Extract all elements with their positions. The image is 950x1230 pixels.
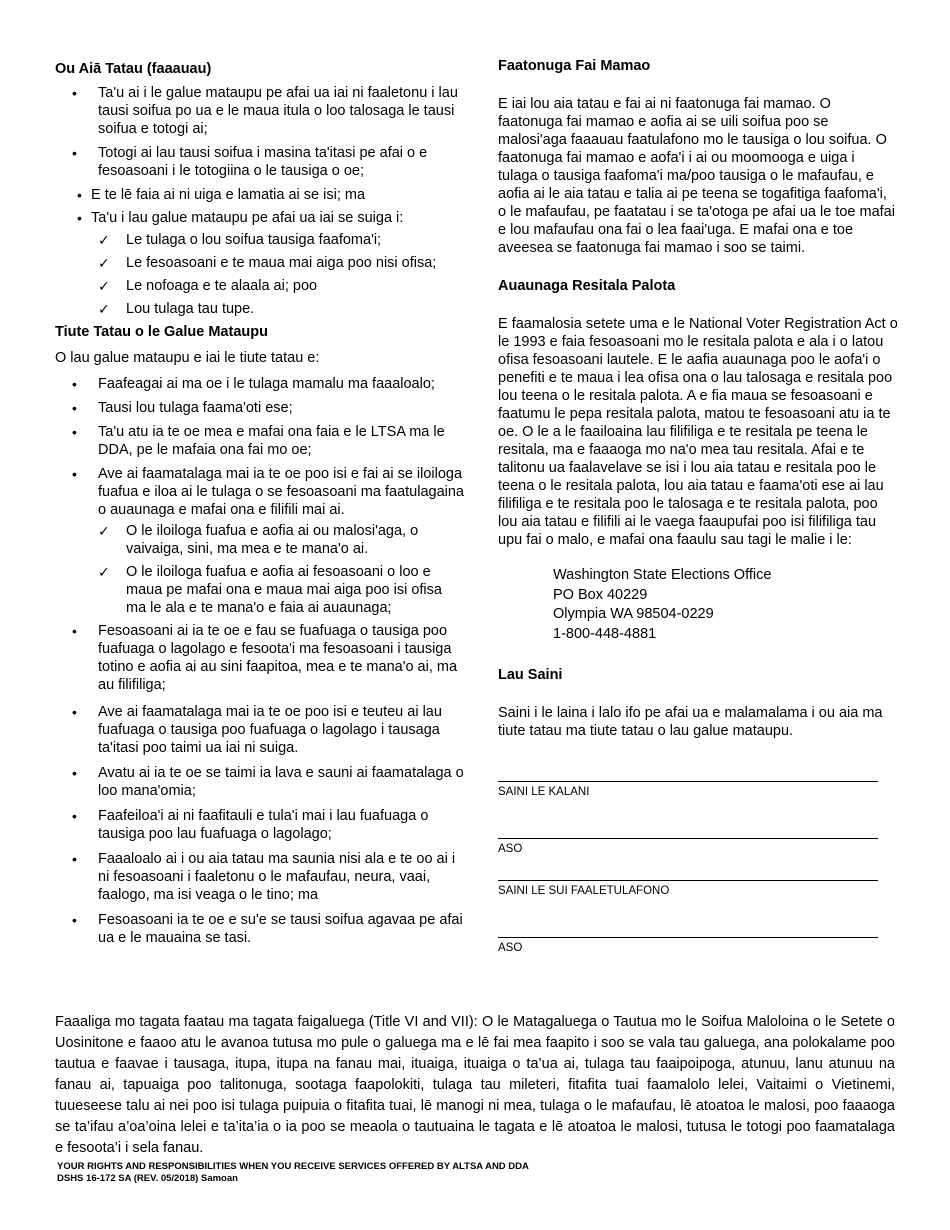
left-column: [55, 60, 465, 953]
form-number: DSHS 16-172 SA (REV. 05/2018) Samoan: [57, 1173, 238, 1184]
caseworker-signature-label: SAINI LE SUI FAALETULAFONO: [498, 885, 670, 897]
check-item: ✓ O le iloiloga fuafua e aofia ai ou malosi'aga, o vaivaiga, sini, ma mea e te mana'o ai.: [98, 522, 465, 558]
check-item: ✓ Le tulaga o lou soifua tausiga faafoma'i;: [98, 231, 465, 249]
list-item: • Avatu ai ia te oe se taimi ia lava e sauni ai faamatalaga o loo mana'omia;: [55, 764, 465, 800]
list-item: • Faafeiloa'i ai ni faafitauli e tula'i mai i lau fuafuaga o tausiga poo lau fuafuaga o lagolago;: [55, 807, 465, 843]
list-item: • Ave ai faamatalaga mai ia te oe poo isi e teuteu ai lau fuafuaga o tausiga poo fuafuaga o lagolago i tausaga ta'itasi poo taimi ua iai ni suiga.: [55, 703, 465, 757]
address-line: PO Box 40229: [553, 586, 648, 603]
voter-registration-heading: Auaunaga Resitala Palota: [498, 278, 676, 294]
voter-registration-body: E faamalosia setete uma e le National Voter Registration Act o le 1993 e faia fesoasoani mo le resitala palota e ala i o latou ofisa fesoasoani lautele. E le aafia auaunaga poo le aofa'i o penefiti e te maua i lea ofisa ona o lau talosaga e resitala poo lou teena o le resitala palota. A e fia maua se fesoasoani e faatumu le pepa resitala palota, matou te fesoasoani atu ia te oe. O le a le faailoaina lau filifiliga e te resitala pe teena le resitala, ma e faaaoga mo na'o mea tau resitala. Afai e te talitonu ua faalavelave se isi i lou aia tatau e resitala poo le teena o le resitala palota, lou aia tatau e faama'oti ese ai lau filifiliga e te resitala poo le talosaga e te resitala palota, poo lou aia tatau e filifili ai le vaega faaupufai poo isi filifiliga tau upu fai o malo, e mafai ona faaulu sau tagi le malie i le:: [498, 316, 898, 548]
responsibilities-intro: O lau galue mataupu e iai le tiute tatau e:: [55, 350, 320, 366]
check-item: ✓ Le fesoasoani e te maua mai aiga poo nisi ofisa;: [98, 254, 465, 272]
caseworker-signature-line[interactable]: [498, 879, 878, 881]
rights-list: [55, 84, 465, 180]
advance-directives-body: E iai lou aia tatau e fai ai ni faatonuga fai mamao. O faatonuga fai mamao e aofia ai se uili soifua poo se malosi'aga faaauau faatulafono mo le tausiga o lou soifua. O faatonuga fai mamao e aofa'i i ai ou moomooga e uiga i tulaga o tausiga faafoma'i ma/poo tausiga o le mafaufau, e aofia ai le aia tatau e talia ai pe teena se togafitiga faafoma'i, o le mafaufau, pe faatatau i se ta'otoga pe afai ua le toe mafai e lou mafaufau ona fai o lea faai'uga. E mafai ona e toe aveesea se faatonuga fai mamao i soo se taimi.: [498, 96, 895, 256]
form-title: YOUR RIGHTS AND RESPONSIBILITIES WHEN YOU RECEIVE SERVICES OFFERED BY ALTSA AND DDA: [57, 1161, 529, 1172]
form-footer: [57, 1161, 757, 1185]
client-signature-line[interactable]: [498, 780, 878, 782]
signature-instructions: Saini i le laina i lalo ifo pe afai ua e malamalama i ou aia ma tiute tatau ma tiute tatau o lau galue mataupu.: [498, 705, 883, 739]
right-column: [498, 57, 898, 955]
client-signature-label: SAINI LE KALANI: [498, 786, 590, 798]
client-date-line[interactable]: [498, 837, 878, 839]
responsibilities-list: [55, 375, 465, 519]
list-item: • Ta'u i lau galue mataupu pe afai ua iai se suiga i:: [55, 209, 465, 227]
responsibilities-list-continued: [55, 622, 465, 947]
advance-directives-heading: Faatonuga Fai Mamao: [498, 58, 651, 74]
list-item: • Totogi ai lau tausi soifua i masina ta'itasi pe afai o e fesoasoani i le totogiina o le tausiga o oe;: [55, 144, 465, 180]
list-item: • Ave ai faamatalaga mai ia te oe poo isi e fai ai se iloiloga fuafua e iloa ai le tulaga o se fesoasoani ma faatulagaina o auaunaga e mafai ona e filifili mai ai.: [55, 465, 465, 519]
phone-number: 1-800-448-4881: [553, 625, 657, 642]
address-line: Washington State Elections Office: [553, 567, 772, 583]
list-item: • Ta'u ai i le galue mataupu pe afai ua iai ni faaletonu i lau tausi soifua po ua e le maua itula o loo talosaga le tausi soifua e totogi ai;: [55, 84, 465, 138]
list-item: • Ta'u atu ia te oe mea e mafai ona faia e le LTSA ma le DDA, pe le mafaia ona fai mo oe;: [55, 423, 465, 459]
rights-list-continued: [55, 186, 465, 227]
rights-heading: Ou Aiā Tatau (faaauau): [55, 61, 212, 77]
nondiscrimination-notice: Faaaliga mo tagata faatau ma tagata faigaluega (Title VI and VII): O le Matagaluega o Tautua mo le Soifua Maloloina o le Setete o Uosinitone e faaoo atu le avanoa tutusa mo pule o galuega ma e lē fai mea faapito i soo se vala tau galuega, ana polokalame poo tautua e faavae i tausaga, itupa, itupa na fanau mai, ituaiga, ituaiga o ta’ua ai, tulaga tau faaipoipoga, atunuu, lanu atunuu na fanau ai, tapuaiga poo talitonuga, sootaga faapolokiti, tulaga tau mileteri, fitafita tuai faamalolo lelei, Vaitaimi o Vietinemi, tuueseese talu ai nei poo isi tulaga puipuia o fitafita tuai, lē manogi ni mea, tulaga o le mafaufau, lē atoatoa le malosi, poo faaaoga se ta’ifau a’oa’oina lelei e ta’ita’ia o ia poo se meaola o tautuaina le tagata e lē atoatoa le malosi, tutusa le totogi poo faamatalaga e fesoota’i i sela fanau.: [55, 1014, 895, 1156]
check-item: ✓ O le iloiloga fuafua e aofia ai fesoasoani o loo e maua pe mafai ona e maua mai aiga poo isi ofisa ma le ala e te mana'o e faia ai auaunaga;: [98, 563, 465, 617]
list-item: • Fesoasoani ia te oe e su'e se tausi soifua agavaa pe afai ua e le mauaina se tasi.: [55, 911, 465, 947]
caseworker-date-label: ASO: [498, 942, 523, 954]
client-date-label: ASO: [498, 843, 523, 855]
elections-office-address: [553, 566, 898, 644]
list-item: • E te lē faia ai ni uiga e lamatia ai se isi; ma: [55, 186, 465, 204]
rights-change-list: [98, 231, 465, 318]
list-item: • Fesoasoani ai ia te oe e fau se fuafuaga o tausiga poo fuafuaga o lagolago e fesoota'i ma fesoasoani i tausiga totino e aofia ai au sini faapitoa, mea e te mana'o ai, ma au filifiliga;: [55, 622, 465, 694]
responsibilities-heading: Tiute Tatau o le Galue Mataupu: [55, 324, 268, 340]
assessment-list: [98, 522, 465, 617]
list-item: • Faaaloalo ai i ou aia tatau ma saunia nisi ala e te oo ai i ni fesoasoani i faaletonu o le mafaufau, neura, vaai, faalogo, ma isi veaga o le tino; ma: [55, 850, 465, 904]
address-line: Olympia WA 98504-0229: [553, 606, 714, 622]
check-item: ✓ Le nofoaga e te alaala ai; poo: [98, 277, 465, 295]
list-item: • Tausi lou tulaga faama'oti ese;: [55, 399, 465, 417]
caseworker-date-line[interactable]: [498, 936, 878, 938]
list-item: • Faafeagai ai ma oe i le tulaga mamalu ma faaaloalo;: [55, 375, 465, 393]
check-item: ✓ Lou tulaga tau tupe.: [98, 300, 465, 318]
signature-heading: Lau Saini: [498, 667, 563, 683]
